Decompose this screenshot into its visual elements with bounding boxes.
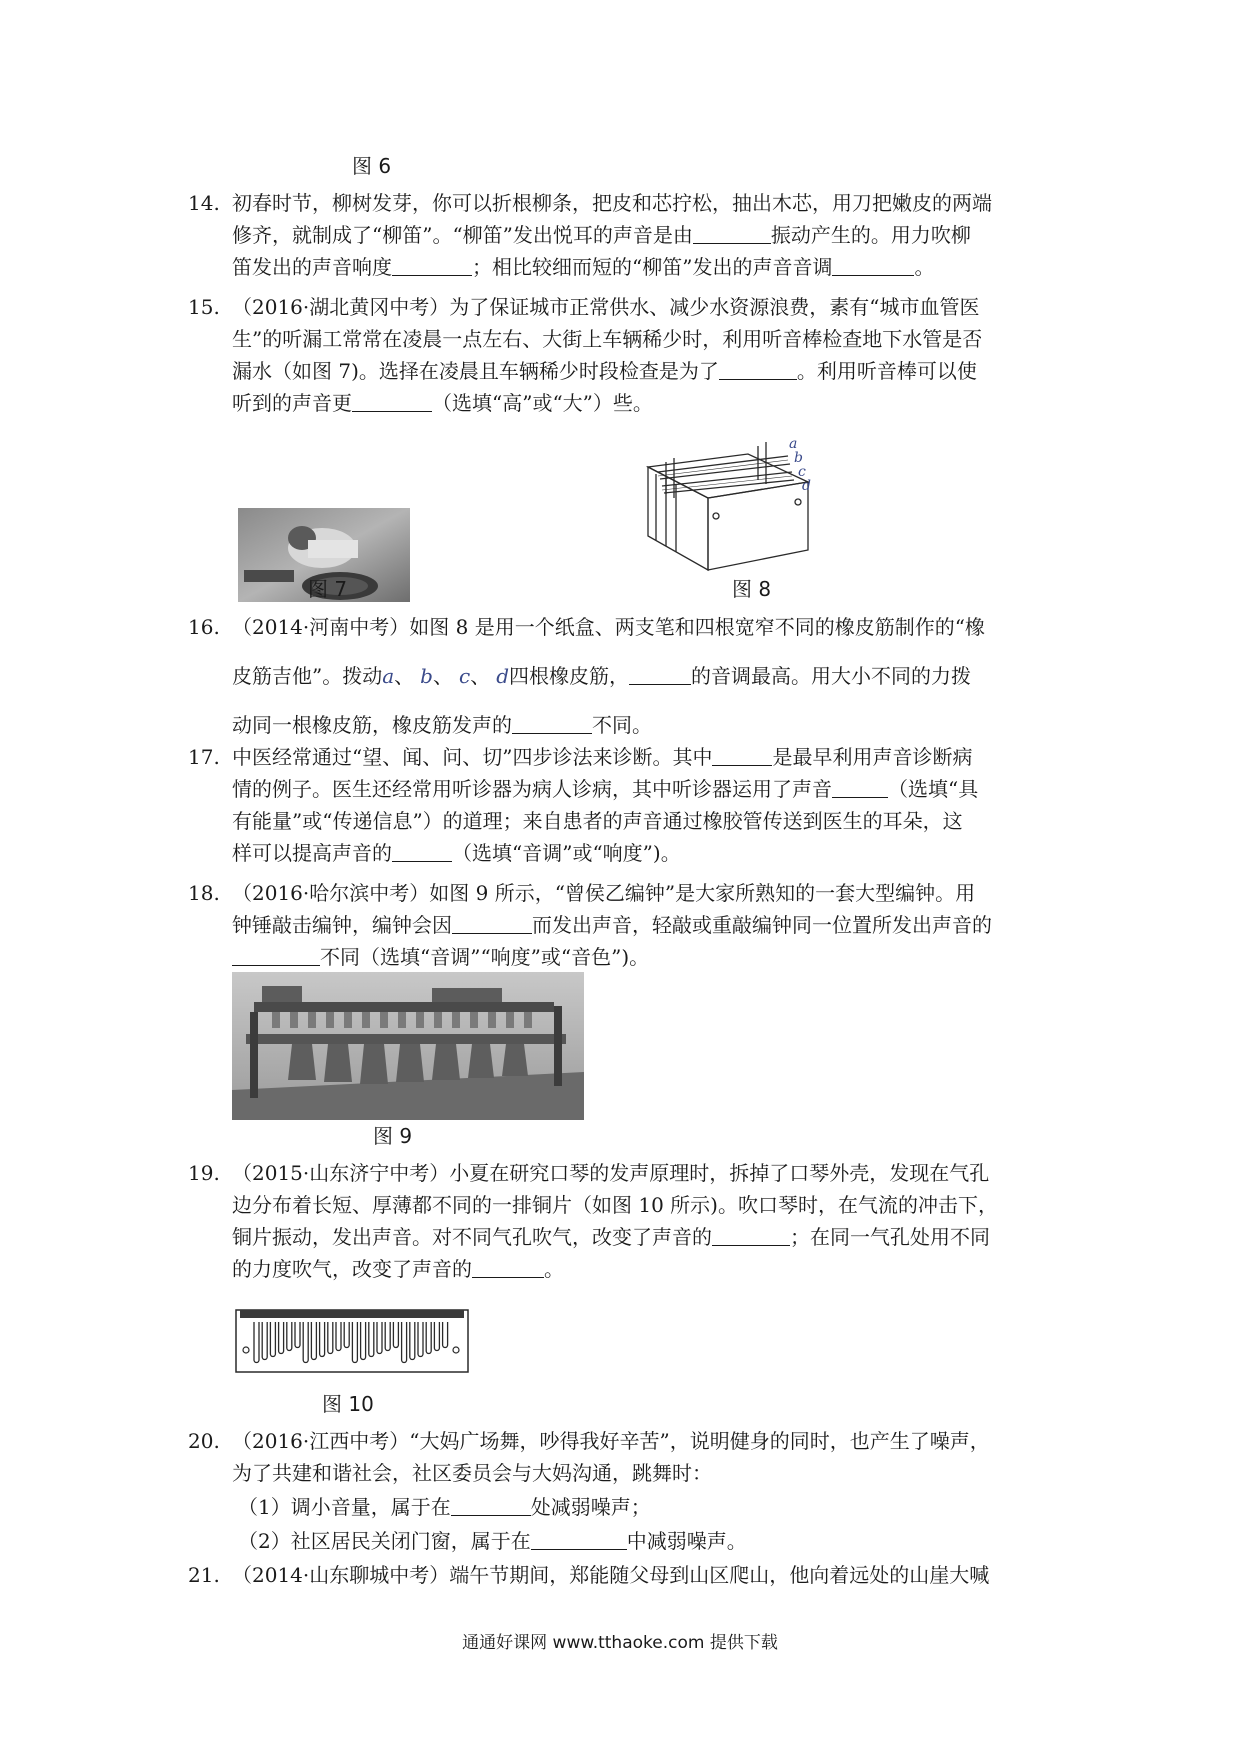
q17-line4: [232, 838, 681, 868]
q16-line2b: 四根橡皮筋，: [509, 664, 629, 688]
q17-line2a: 情的例子。医生还经常用听诊器为病人诊病，其中听诊器运用了声音: [232, 777, 832, 801]
fig9-caption: 图 9: [373, 1124, 413, 1148]
q15-line4b: （选填“高”或“大”）些。: [432, 391, 653, 415]
fig8-label-a: a: [789, 436, 798, 452]
q17-line4a: 样可以提高声音的: [232, 841, 392, 865]
q20-line3b: 处减弱噪声；: [530, 1495, 651, 1519]
q19-line4: [232, 1254, 564, 1284]
q14-blank1[interactable]: [693, 223, 771, 244]
q17-line1b: 是最早利用声音诊断病: [772, 745, 973, 769]
q16-line3: [232, 710, 652, 740]
page-footer: 通通好课网 www.tthaoke.com 提供下载: [462, 1633, 778, 1653]
fig6-caption: 图 6: [352, 154, 392, 178]
q14-line2: [232, 220, 971, 250]
q17-number: 17.: [188, 745, 220, 769]
q20-line4a: （2）社区居民关闭门窗，属于在: [238, 1529, 531, 1553]
q15-line4a: 听到的声音更: [232, 391, 352, 415]
fig8-label-d: d: [802, 478, 811, 494]
fig7-caption: 图 7: [308, 577, 348, 601]
q16-var-b: b: [420, 664, 433, 688]
q18-line2: [232, 910, 992, 940]
q16-blank1[interactable]: [629, 664, 691, 685]
q16-var-c: c: [458, 664, 471, 688]
q17-line1a: 中医经常通过“望、闻、问、切”四步诊法来诊断。其中: [232, 745, 713, 769]
fig8-drawing: [638, 432, 818, 582]
q16-line2: [232, 661, 971, 691]
q21-line1: （2014·山东聊城中考）端午节期间，郑能随父母到山区爬山，他向着远处的山崖大喊: [232, 1563, 990, 1587]
q14-line2b: 振动产生的。用力吹柳: [770, 223, 971, 247]
q16-var-d: d: [496, 664, 509, 688]
q17-line4b: （选填“音调”或“响度”)。: [452, 841, 681, 865]
q16-var-a: a: [382, 664, 395, 688]
fig9-photo: [232, 972, 584, 1120]
q18-blank1[interactable]: [452, 913, 532, 934]
q19-line4a: 的力度吹气，改变了声音的: [232, 1257, 472, 1281]
q15-number: 15.: [188, 295, 220, 319]
q14-line3: [232, 252, 934, 282]
q14-line3c: 。: [914, 255, 935, 279]
q16-sep1: 、: [394, 664, 415, 688]
q18-line1: （2016·哈尔滨中考）如图 9 所示，“曾侯乙编钟”是大家所熟知的一套大型编钟。用: [232, 881, 976, 905]
q15-line2: 生”的听漏工常常在凌晨一点左右、大街上车辆稀少时，利用听音棒检查地下水管是否: [232, 327, 983, 351]
q19-line4b: 。: [544, 1257, 564, 1281]
q20-blank2[interactable]: [531, 1529, 627, 1550]
q17-line1: [232, 742, 972, 772]
fig8-label-b: b: [794, 450, 803, 466]
q20-line1: （2016·江西中考）“大妈广场舞，吵得我好辛苦”，说明健身的同时，也产生了噪声，: [232, 1429, 990, 1453]
fig8-label-c: c: [798, 464, 806, 480]
q15-line3: [232, 356, 977, 386]
q16-blank2[interactable]: [512, 713, 592, 734]
q21-number: 21.: [188, 1563, 220, 1587]
q20-blank1[interactable]: [451, 1495, 531, 1516]
q18-line3b: 不同（选填“音调”“响度”或“音色”)。: [320, 945, 650, 969]
q15-blank1[interactable]: [719, 359, 797, 380]
q17-blank3[interactable]: [392, 841, 452, 862]
q19-blank1[interactable]: [712, 1225, 790, 1246]
q16-sep2: 、: [432, 664, 453, 688]
q19-line3: [232, 1222, 990, 1252]
q14-blank3[interactable]: [832, 255, 914, 276]
fig10-drawing: [234, 1306, 472, 1378]
q18-blank2[interactable]: [232, 945, 320, 966]
q17-blank2[interactable]: [832, 777, 888, 798]
q14-line3a: 笛发出的声音响度: [232, 255, 392, 279]
fig10-caption: 图 10: [322, 1392, 374, 1416]
q19-line1: （2015·山东济宁中考）小夏在研究口琴的发声原理时，拆掉了口琴外壳，发现在气孔: [232, 1161, 990, 1185]
q16-line1: （2014·河南中考）如图 8 是用一个纸盒、两支笔和四根宽窄不同的橡皮筋制作的“橡: [232, 615, 985, 639]
q14-number: 14.: [188, 191, 220, 215]
q18-line3: [232, 942, 649, 972]
q16-number: 16.: [188, 615, 220, 639]
q14-line3b: ；相比较细而短的“柳笛”发出的声音音调: [472, 255, 833, 279]
q19-line3b: ；在同一气孔处用不同: [790, 1225, 990, 1249]
q17-line2b: （选填“具: [888, 777, 979, 801]
q14-blank2[interactable]: [392, 255, 472, 276]
q15-line4: [232, 388, 653, 418]
q15-line1: （2016·湖北黄冈中考）为了保证城市正常供水、减少水资源浪费，素有“城市血管医: [232, 295, 980, 319]
q16-line3a: 动同一根橡皮筋，橡皮筋发声的: [232, 713, 512, 737]
q15-line3b: 。利用听音棒可以使: [796, 359, 977, 383]
q14-line1: 初春时节，柳树发芽，你可以折根柳条，把皮和芯拧松，抽出木芯，用刀把嫩皮的两端: [232, 191, 992, 215]
q18-line2b: 而发出声音，轻敲或重敲编钟同一位置所发出声音的: [532, 913, 992, 937]
q19-line2: 边分布着长短、厚薄都不同的一排铜片（如图 10 所示)。吹口琴时，在气流的冲击下，: [232, 1193, 998, 1217]
q16-line2c: 的音调最高。用大小不同的力拨: [691, 664, 971, 688]
q17-blank1[interactable]: [712, 745, 772, 766]
q16-line3b: 不同。: [592, 713, 652, 737]
q20-number: 20.: [188, 1429, 220, 1453]
q16-sep3: 、: [470, 664, 491, 688]
q18-line2a: 钟锤敲击编钟，编钟会因: [232, 913, 452, 937]
q20-line2: 为了共建和谐社会，社区委员会与大妈沟通，跳舞时：: [232, 1461, 712, 1485]
q18-number: 18.: [188, 881, 220, 905]
q15-line3a: 漏水（如图 7)。选择在凌晨且车辆稀少时段检查是为了: [232, 359, 719, 383]
fig8-caption: 图 8: [732, 577, 772, 601]
q15-blank2[interactable]: [352, 391, 432, 412]
q14-line2a: 修齐，就制成了“柳笛”。“柳笛”发出悦耳的声音是由: [232, 223, 693, 247]
q20-line4b: 中减弱噪声。: [626, 1529, 747, 1553]
q19-blank2[interactable]: [472, 1257, 544, 1278]
q16-line2a: 皮筋吉他”。拨动: [232, 664, 383, 688]
q20-line3a: （1）调小音量，属于在: [238, 1495, 451, 1519]
q20-line3: [238, 1492, 651, 1522]
q19-line3a: 铜片振动，发出声音。对不同气孔吹气，改变了声音的: [232, 1225, 712, 1249]
q17-line3: 有能量”或“传递信息”）的道理；来自患者的声音通过橡胶管传送到医生的耳朵，这: [232, 809, 963, 833]
q19-number: 19.: [188, 1161, 220, 1185]
q17-line2: [232, 774, 978, 804]
q20-line4: [238, 1526, 747, 1556]
